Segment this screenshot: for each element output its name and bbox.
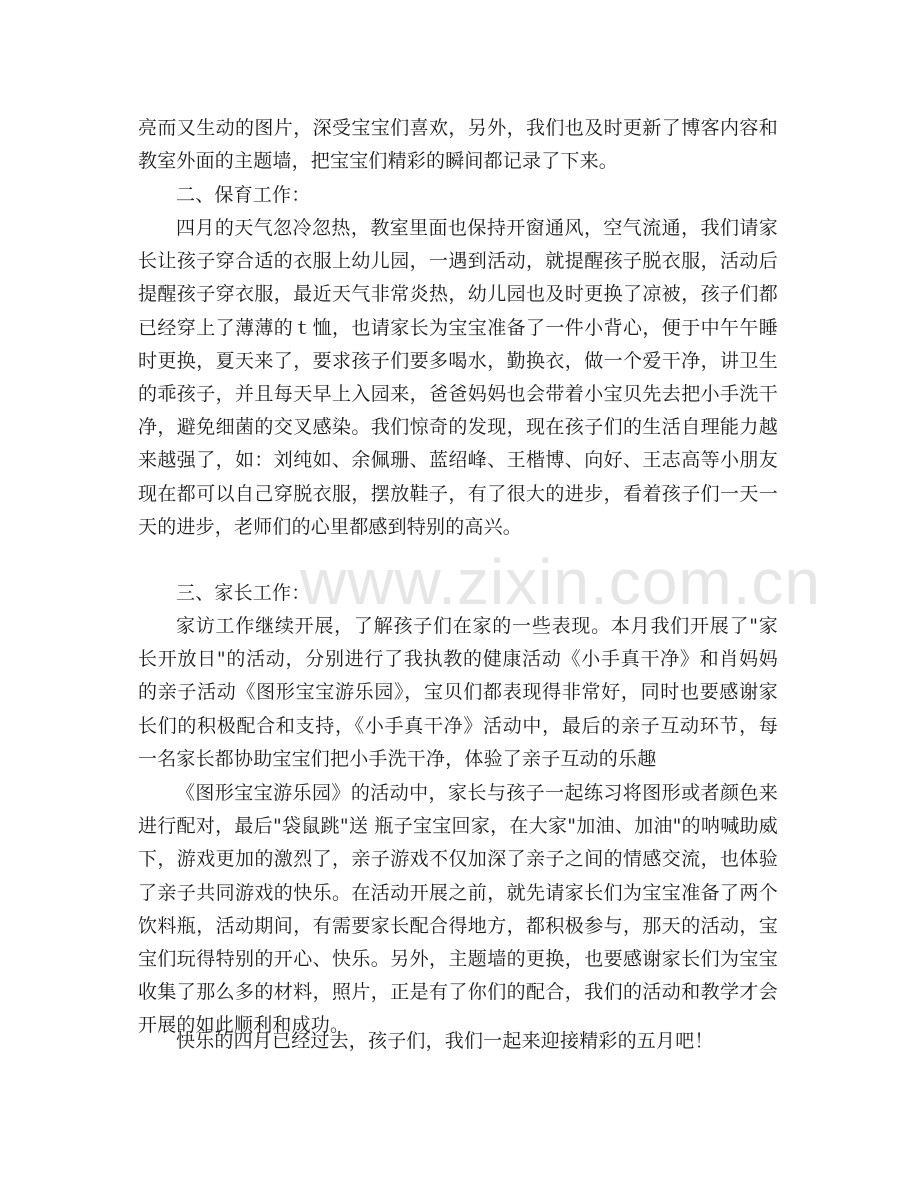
paragraph-text: 《图形宝宝游乐园》的活动中，家长与孩子一起练习将图形或者颜色来进行配对，最后"袋鼠跳"送 瓶子宝宝回家，在大家"加油、加油"的呐喊助威下，游戏更加的激烈了，亲子游戏不仅加深了亲子之间的情感交流，也体验了亲子共同游戏的快乐。在活动开展之前，就先请家长们为宝宝准备了两个饮料瓶，活动期间，有需要家长配合得地方，都积极参与，那天的活动，宝宝们玩得特别的开心、快乐。另外，主题墙的更换，也要感谢家长们为宝宝收集了那么多的材料，照片，正是有了你们的配合，我们的活动和教学才会开展的如此顺利和成功。 xyxy=(138,782,778,1037)
paragraph-continuation xyxy=(138,112,778,178)
section-heading-care-work xyxy=(138,179,778,212)
paragraph-text: 亮而又生动的图片，深受宝宝们喜欢，另外，我们也及时更新了博客内容和教室外面的主题墙，把宝宝们精彩的瞬间都记录了下来。 xyxy=(138,117,778,173)
paragraph-home-visit xyxy=(138,610,778,776)
paragraph-text: 快乐的四月已经过去，孩子们，我们一起来迎接精彩的五月吧！ xyxy=(176,1030,714,1052)
paragraph-care-work xyxy=(138,212,778,544)
section-heading-text: 三、家长工作： xyxy=(176,582,311,604)
section-heading-text: 二、保育工作： xyxy=(176,184,311,206)
paragraph-shape-game xyxy=(138,777,778,1043)
paragraph-closing xyxy=(138,1025,778,1058)
section-heading-parent-work xyxy=(138,577,778,610)
paragraph-text: 四月的天气忽冷忽热，教室里面也保持开窗通风，空气流通，我们请家长让孩子穿合适的衣服上幼儿园，一遇到活动，就提醒孩子脱衣服，活动后提醒孩子穿衣服，最近天气非常炎热，幼儿园也及时更换了凉被，孩子们都已经穿上了薄薄的ｔ恤，也请家长为宝宝准备了一件小背心，便于中午午睡时更换，夏天来了，要求孩子们要多喝水，勤换衣，做一个爱干净，讲卫生的乖孩子，并且每天早上入园来，爸爸妈妈也会带着小宝贝先去把小手洗干净，避免细菌的交叉感染。我们惊奇的发现，现在孩子们的生活自理能力越来越强了，如：刘纯如、余佩珊、蓝绍峰、王楷博、向好、王志高等小朋友现在都可以自己穿脱衣服，摆放鞋子，有了很大的进步，看着孩子们一天一天的进步，老师们的心里都感到特别的高兴。 xyxy=(138,217,778,538)
paragraph-text: 家访工作继续开展，了解孩子们在家的一些表现。本月我们开展了"家长开放日"的活动，分别进行了我执教的健康活动《小手真干净》和肖妈妈的亲子活动《图形宝宝游乐园》，宝贝们都表现得非常好，同时也要感谢家长们的积极配合和支持，《小手真干净》活动中，最后的亲子互动环节，每一名家长都协助宝宝们把小手洗干净，体验了亲子互动的乐趣 xyxy=(138,615,778,770)
watermark: www.zixin.com.cn xyxy=(300,546,821,618)
